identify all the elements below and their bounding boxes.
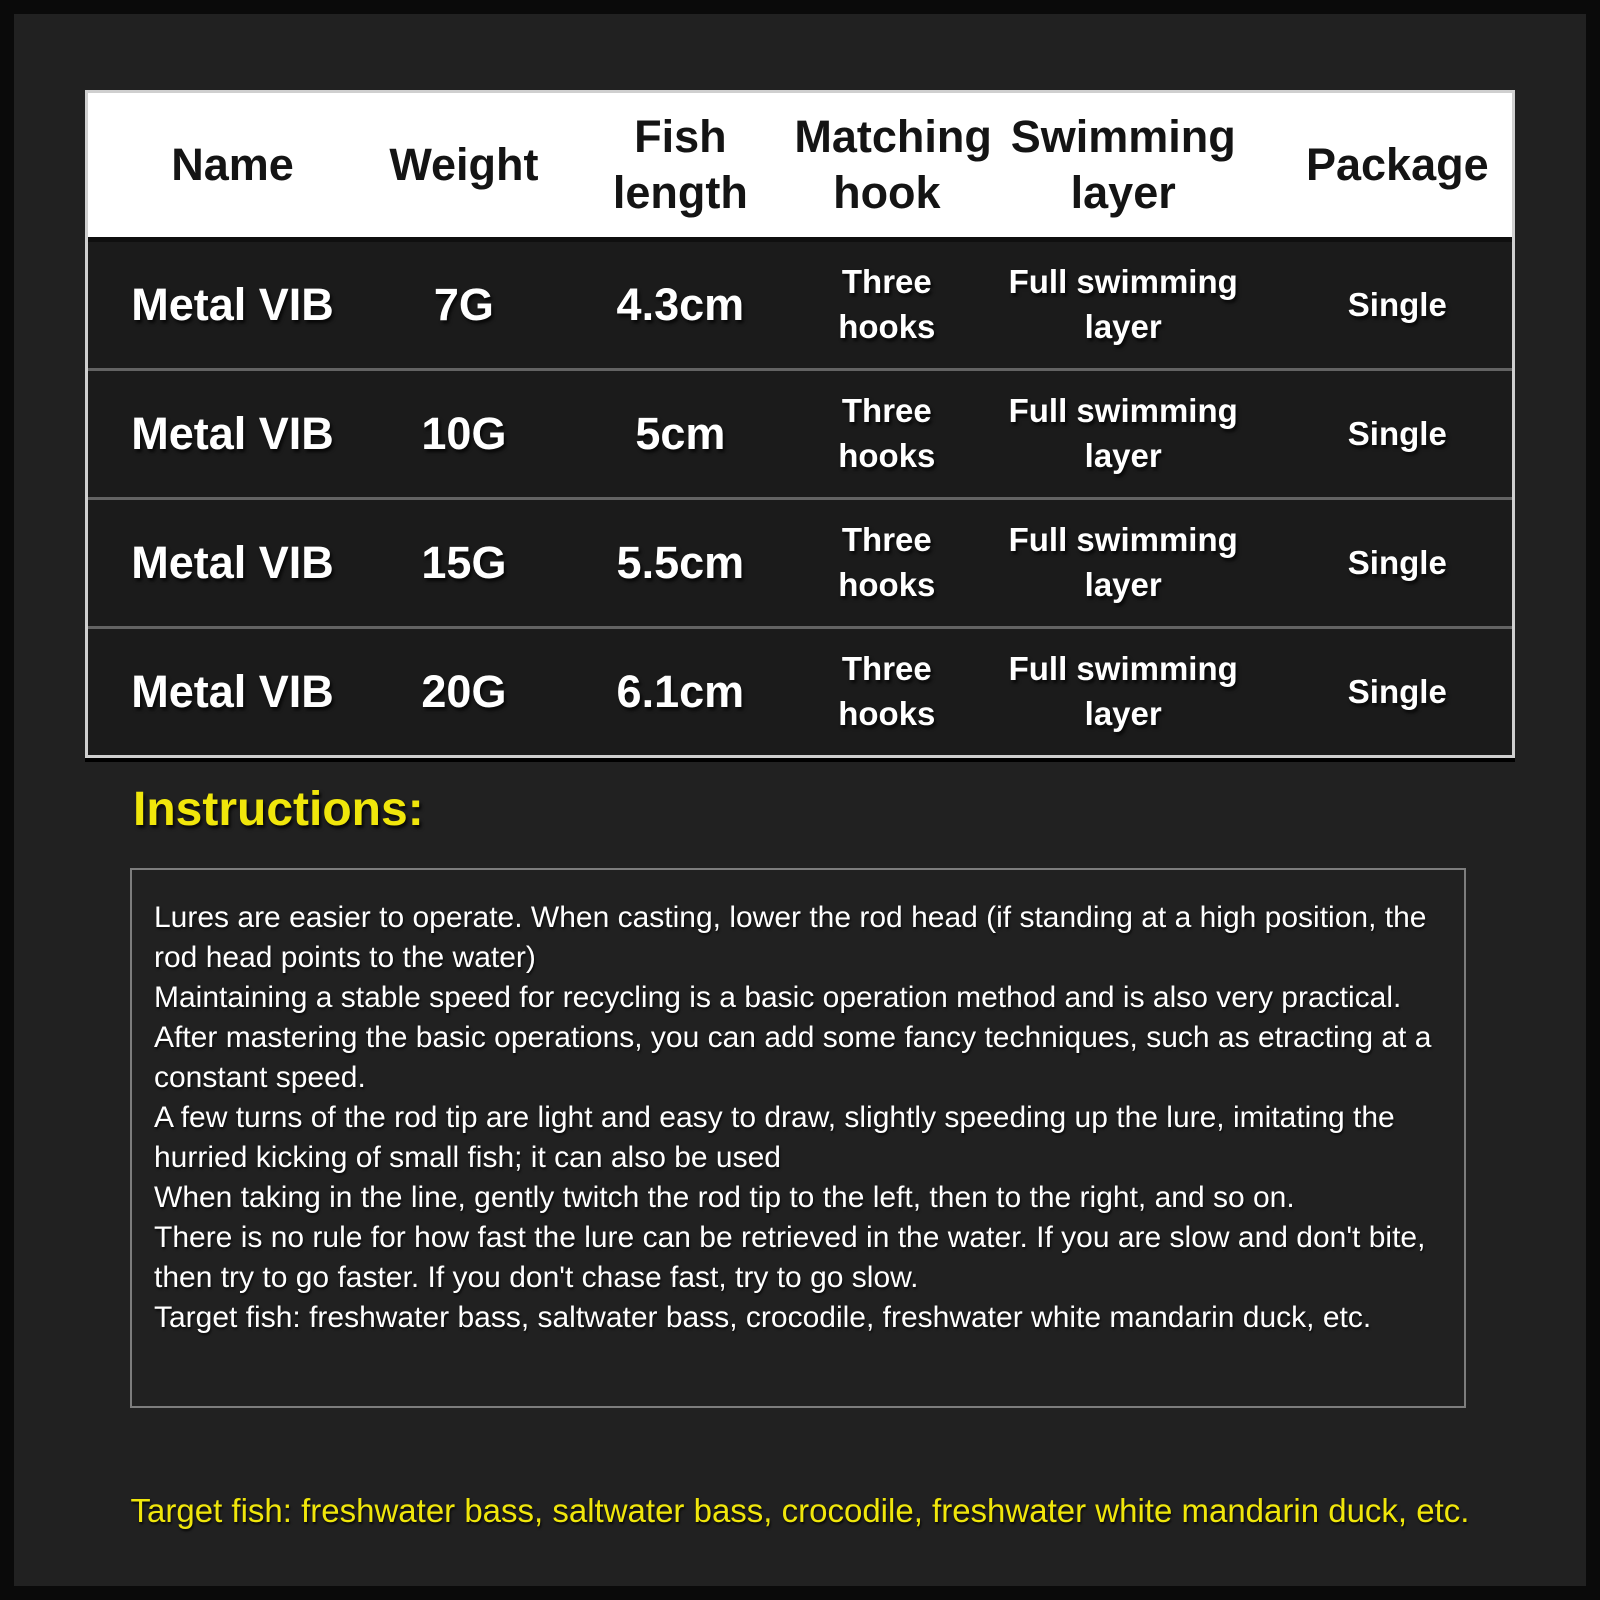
cell-weight-text: 15G [421, 537, 507, 588]
cell-package [1348, 412, 1447, 457]
cell-weight-text: 7G [433, 279, 494, 330]
target-fish-note: Target fish: freshwater bass, saltwater bass, crocodile, freshwater white mandarin duck, etc. [130, 1492, 1470, 1529]
header-matching-hook [794, 109, 992, 222]
cell-name [131, 666, 334, 718]
cell-fish-length-text: 5cm [635, 408, 726, 459]
cell-matching-hook-text: Three hooks [838, 392, 936, 474]
cell-matching-hook-text: Three hooks [838, 650, 936, 732]
cell-name [131, 279, 334, 331]
cell-package-text: Single [1347, 285, 1447, 323]
cell-matching-hook [824, 518, 949, 607]
cell-fish-length-text: 5.5cm [616, 537, 745, 588]
header-swimming-layer [1001, 109, 1246, 222]
cell-weight-text: 10G [421, 408, 507, 459]
instructions-heading: Instructions: [133, 783, 424, 836]
cell-swimming-layer [996, 389, 1251, 478]
cell-matching-hook [824, 389, 949, 478]
instruction-line: Lures are easier to operate. When casting, lower the rod head (if standing at a high position, the rod head points to the water) [154, 901, 1427, 974]
cell-package-text: Single [1347, 414, 1447, 452]
instruction-line: After mastering the basic operations, you can add some fancy techniques, such as etracting at a constant speed. [154, 1021, 1432, 1094]
instructions-box [130, 868, 1466, 1408]
cell-fish-length [617, 666, 745, 718]
spec-table [85, 90, 1515, 758]
cell-swimming-layer [996, 518, 1251, 607]
table-body [88, 242, 1512, 755]
table-row [88, 242, 1512, 368]
cell-matching-hook [824, 647, 949, 736]
cell-fish-length [635, 408, 725, 460]
header-matching-hook-label: Matching hook [794, 110, 992, 218]
cell-package [1348, 541, 1447, 586]
header-fish-length-label: Fish length [612, 110, 748, 218]
cell-name [131, 537, 334, 589]
cell-swimming-layer [996, 647, 1251, 736]
cell-fish-length-text: 6.1cm [616, 666, 745, 717]
cell-weight [421, 666, 506, 718]
cell-weight [421, 408, 506, 460]
cell-name-text: Metal VIB [131, 537, 334, 588]
cell-swimming-layer-text: Full swimming layer [1008, 521, 1238, 603]
header-name-label: Name [171, 138, 294, 190]
cell-matching-hook [824, 260, 949, 349]
cell-swimming-layer-text: Full swimming layer [1008, 392, 1238, 474]
instruction-line: A few turns of the rod tip are light and easy to draw, slightly speeding up the lure, imitating the hurried kicking of small fish; it can also be used [154, 1101, 1395, 1174]
instruction-line: When taking in the line, gently twitch the rod tip to the left, then to the right, and so on. [154, 1181, 1295, 1214]
table-header-row [88, 93, 1512, 242]
cell-matching-hook-text: Three hooks [838, 521, 936, 603]
instruction-line: Maintaining a stable speed for recycling is a basic operation method and is also very practical. [154, 981, 1402, 1014]
cell-name-text: Metal VIB [131, 666, 334, 717]
cell-fish-length-text: 4.3cm [616, 279, 745, 330]
cell-name-text: Metal VIB [131, 408, 334, 459]
cell-swimming-layer [996, 260, 1251, 349]
cell-fish-length [617, 279, 745, 331]
cell-swimming-layer-text: Full swimming layer [1008, 650, 1238, 732]
cell-weight-text: 20G [421, 666, 507, 717]
header-weight-label: Weight [389, 138, 539, 190]
instruction-line: There is no rule for how fast the lure can be retrieved in the water. If you are slow and don't bite, then try to go faster. If you don't chase fast, try to go slow. [154, 1221, 1426, 1294]
header-fish-length [605, 109, 755, 222]
header-name [171, 137, 294, 193]
header-weight [389, 137, 538, 193]
table-row [88, 626, 1512, 755]
cell-swimming-layer-text: Full swimming layer [1008, 263, 1238, 345]
table-row [88, 368, 1512, 497]
table-row [88, 497, 1512, 626]
cell-matching-hook-text: Three hooks [838, 263, 936, 345]
header-package [1306, 137, 1489, 193]
cell-package [1348, 670, 1447, 715]
header-swimming-layer-label: Swimming layer [1010, 110, 1236, 218]
cell-package-text: Single [1347, 672, 1447, 710]
cell-weight [434, 279, 494, 331]
cell-name [131, 408, 334, 460]
cell-package [1348, 283, 1447, 328]
header-package-label: Package [1305, 138, 1489, 190]
cell-weight [421, 537, 506, 589]
cell-package-text: Single [1347, 543, 1447, 581]
instruction-line: Target fish: freshwater bass, saltwater bass, crocodile, freshwater white mandarin duck, etc. [154, 1301, 1372, 1334]
cell-fish-length [617, 537, 745, 589]
cell-name-text: Metal VIB [131, 279, 334, 330]
